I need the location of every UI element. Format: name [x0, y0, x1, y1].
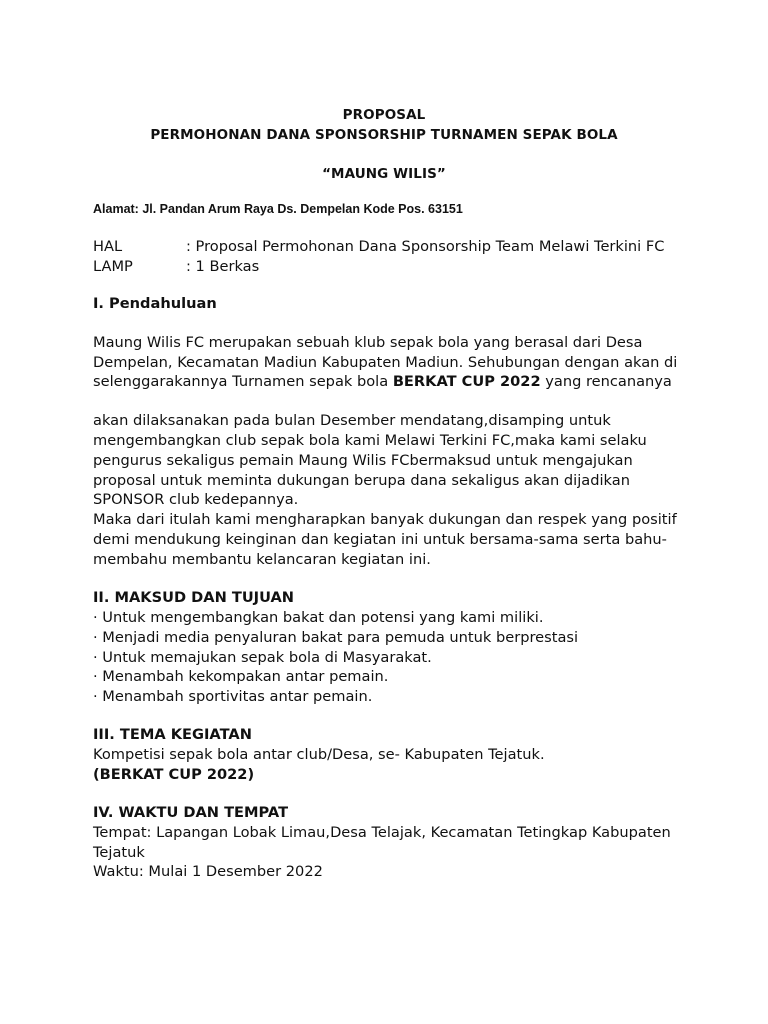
section1-p3-line3: membahu membantu kelancaran kegiatan ini. [93, 551, 431, 568]
section2-item: · Menjadi media penyaluran bakat para pemuda untuk berprestasi [93, 629, 579, 646]
address-line: Alamat: Jl. Pandan Arum Raya Ds. Dempelan Kode Pos. 63151 [93, 202, 463, 216]
section4-line3: Waktu: Mulai 1 Desember 2022 [93, 863, 323, 880]
section1-p1-line2: Dempelan, Kecamatan Madiun Kabupaten Madiun. Sehubungan dengan akan di [93, 354, 678, 371]
section1-p1-line1: Maung Wilis FC merupakan sebuah klub sepak bola yang berasal dari Desa [93, 334, 643, 351]
meta-hal-value: : Proposal Permohonan Dana Sponsorship Team Melawi Terkini FC [186, 238, 665, 255]
meta-hal-label: HAL [93, 238, 123, 255]
section2-item: · Untuk memajukan sepak bola di Masyarakat. [93, 649, 432, 666]
section3-line2: (BERKAT CUP 2022) [93, 766, 255, 783]
meta-lamp-label: LAMP [93, 258, 133, 275]
section1-p1-line3 [93, 372, 672, 392]
section1-heading: I. Pendahuluan [93, 295, 217, 312]
section1-p3-line2: demi mendukung keinginan dan kegiatan ini untuk bersama-sama serta bahu- [93, 531, 667, 548]
section2-item: · Untuk mengembangkan bakat dan potensi yang kami miliki. [93, 609, 544, 626]
section4-line2: Tejatuk [93, 844, 145, 861]
section3-line1: Kompetisi sepak bola antar club/Desa, se- Kabupaten Tejatuk. [93, 746, 545, 763]
section2-item: · Menambah sportivitas antar pemain. [93, 688, 373, 705]
section1-p1-line3-post: yang rencananya [540, 373, 672, 390]
section1-p1-line3-pre: selenggarakannya Turnamen sepak bola [93, 373, 393, 390]
section1-p2-line5: SPONSOR club kedepannya. [93, 491, 299, 508]
section1-p2-line2: mengembangkan club sepak bola kami Melawi Terkini FC,maka kami selaku [93, 432, 647, 449]
section4-line1: Tempat: Lapangan Lobak Limau,Desa Telajak, Kecamatan Tetingkap Kabupaten [93, 824, 671, 841]
section2-item: · Menambah kekompakan antar pemain. [93, 668, 389, 685]
title-proposal: PROPOSAL [342, 107, 426, 123]
title-maung-wilis: “MAUNG WILIS” [322, 166, 446, 182]
section1-event-name: BERKAT CUP 2022 [392, 373, 541, 390]
meta-hal [93, 237, 664, 257]
section1-p2-line3: pengurus sekaligus pemain Maung Wilis FCbermaksud untuk mengajukan [93, 452, 633, 469]
title-main: PERMOHONAN DANA SPONSORSHIP TURNAMEN SEPAK BOLA [150, 127, 618, 143]
section1-p3-line1: Maka dari itulah kami mengharapkan banyak dukungan dan respek yang positif [93, 511, 677, 528]
meta-lamp-value: : 1 Berkas [186, 258, 260, 275]
section1-p2-line4: proposal untuk meminta dukungan berupa dana sekaligus akan dijadikan [93, 472, 630, 489]
section3-heading: III. TEMA KEGIATAN [93, 726, 252, 743]
meta-lamp [93, 257, 259, 277]
section1-p2-line1: akan dilaksanakan pada bulan Desember mendatang,disamping untuk [93, 412, 611, 429]
section2-heading: II. MAKSUD DAN TUJUAN [93, 589, 295, 606]
section4-heading: IV. WAKTU DAN TEMPAT [93, 804, 289, 821]
